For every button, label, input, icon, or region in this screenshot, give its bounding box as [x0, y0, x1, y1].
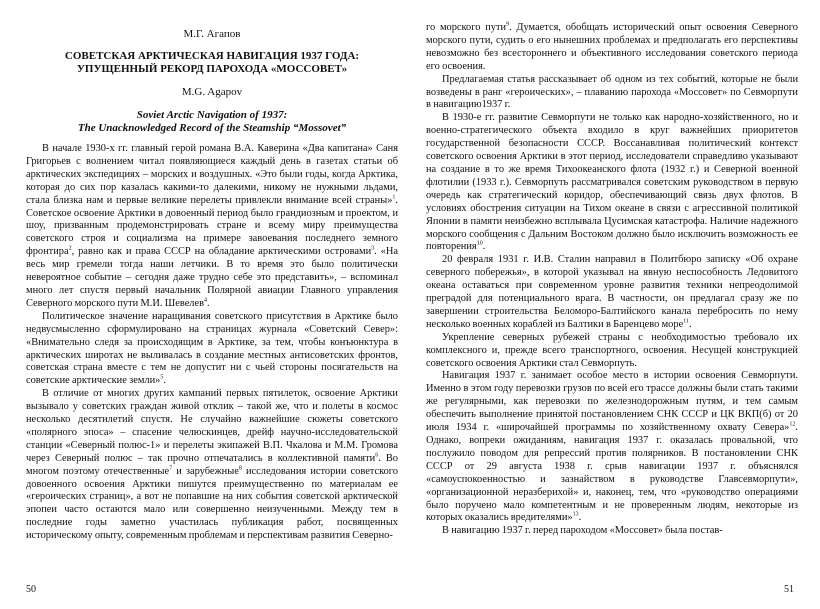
text-run: .	[578, 512, 582, 524]
footnote-ref: 2	[68, 245, 72, 252]
footnote-ref: 1	[392, 194, 396, 201]
text-run: и зарубежные	[172, 465, 239, 477]
right-page	[426, 0, 798, 538]
title-ru-line2: УПУЩЕННЫЙ РЕКОРД ПАРОХОДА «МОССОВЕТ»	[76, 63, 348, 75]
right-paragraph-3	[426, 254, 798, 331]
author-en: M.G. Agapov	[181, 86, 243, 98]
text-run: . Однако, вопреки ожиданиям, навигация 1937 г. оказалась провальной, что послужило поводом для репрессий против полярников. В постановлении СНК СССР от 29 августа 1938 г. срыв навигации 1937 г. объяснялся «самоуспокоенностью и зазнайством в руководстве Главсевморпути», «организационной неразберихой» и, наконец, тем, что «руководство операциями было поручено мало компетентным и не проверенным людям, некоторые из которых оказались вредителями»	[426, 422, 798, 524]
title-en-line1: Soviet Arctic Navigation of 1937:	[136, 109, 288, 121]
footnote-ref: 6	[375, 452, 379, 459]
footnote-ref: 8	[238, 465, 242, 472]
right-paragraph-1	[426, 74, 798, 113]
text-run: Политическое значение наращивания советского присутствия в Арктике было недвусмысленно сформулировано на страницах журнала «Советский Север»: «Внимательно следя за происходящим в Арктике, за тем, чтобы конъюнктура в арктических широтах не выливалась в создание местных антисоветских фронтов, советская страна вместе с тем не допустит ни с чьей стороны посягательств на советские арктические земли»	[26, 310, 398, 387]
footnote-ref: 10	[476, 240, 483, 247]
text-run: , равно как и права СССР на обладание арктическими островами	[71, 246, 372, 258]
text-run: В начале 1930-х гг. главный герой романа В.А. Каверина «Два капитана» Саня Григорьев с волнением читал появляющиеся каждый день в газетах статьи об арктических экспедициях – морских и воздушных. «Это были годы, когда Арктика, которая до сих пор казалась какими-то далекими, никому не нужными льдами, стала близка нам и первые великие перелеты привлекли внимание всей страны»	[26, 143, 398, 206]
title-ru-line1: СОВЕТСКАЯ АРКТИЧЕСКАЯ НАВИГАЦИЯ 1937 ГОДА:	[64, 50, 360, 62]
text-run: . Во многом поэтому отечественные	[26, 452, 398, 477]
footnote-ref: 5	[160, 374, 164, 381]
page-number-left: 50	[26, 584, 36, 595]
right-paragraph-0	[426, 22, 798, 74]
text-run: исследования истории советского довоенного освоения Арктики пишутся преимущественно по материалам ее «героических страниц», а вот не попавшие на них события советской арктической эпопеи часто остаются мало или совершенно неизученными. Между тем в последние годы заметно участилась публикация работ, посвященных историческому опыту, современным проблемам и перспективам развития Северно-	[26, 465, 399, 542]
page-number-right: 51	[784, 584, 794, 595]
text-run: Укрепление северных рубежей страны с необходимостью требовало их комплексного и, прежде всего транспортного, освоения. Несущей конструкцией советского освоения Арктики стал Севморпуть.	[426, 331, 798, 369]
left-paragraph-2	[26, 311, 398, 388]
text-run: .	[482, 241, 486, 253]
text-run: Предлагаемая статья рассказывает об одном из тех событий, которые не были возведены в ранг «героических», – плаванию парохода «Моссовет» по Севморпути в навигацию1937 г.	[426, 73, 798, 111]
text-run: . Советское освоение Арктики в довоенный период было грандиозным и проектом, и шоу, призванным продемонстрировать стране и всему миру преимущества советского строя и социализма на примере завоевания последнего земного фронтира	[26, 194, 398, 258]
left-paragraph-1	[26, 143, 398, 311]
footnote-ref: 11	[683, 318, 689, 325]
text-run: . Думается, обобщать исторический опыт освоения Северного морского пути, судить о его нынешних проблемах и предполагать его перспективы невозможно без всестороннего и объективного исследования советского периода его освоения.	[426, 22, 798, 72]
author-ru: М.Г. Агапов	[183, 28, 241, 40]
left-paragraph-3	[26, 388, 398, 543]
title-en-line2: The Unacknowledged Record of the Steamship “Mossovet”	[77, 122, 347, 134]
text-run: . «На весь мир гремели тогда наши летчики. В то время это было политически невероятное событие – сегодня даже трудно себе это представить», – вспоминал много лет спустя первый начальник Полярной авиации Главного управления Северного морского пути М.И. Шевелев	[26, 246, 398, 309]
text-run: 20 февраля 1931 г. И.В. Сталин направил в Политбюро записку «Об охране северного побережья», в которой указывал на явную неспособность Ледовитого океана оставаться при современном уровне развития техники непреодолимой преградой для потенциального врага. В частности, он предлагал сразу же по завершении строительства Беломоро-Балтийского канала перебросить по нему несколько военных кораблей из Балтики в Баренцево море	[426, 254, 798, 330]
footnote-ref: 3	[371, 245, 375, 252]
text-run: В 1930-е гг. развитие Севморпути не только как народно-хозяйственного, но и военно-стратегического объекта входило в круг важнейших приоритетов государственной безопасности СССР. Воссанавливая политический контекст советского освоения Арктики в этот период, исследователи справедливо указывают на создание в то же время Тихоокеанского флота (1932 г.) и Северной военной флотилии (1933 г.). Севморпуть рассматривался советским руководством в первую очередь как стратегический коридор, обеспечивающий связь двух флотов. В условиях обострения ситуации на Тихом океане в связи с агрессивной политикой Японии в памяти неизбежно всплывала Цусимская катастрофа. Наличие надежного морского сообщения с Дальним Востоком должно было исключить возможность ее повторения	[426, 112, 798, 253]
footnote-ref: 13	[572, 511, 579, 518]
text-run: .	[163, 375, 166, 387]
right-paragraph-6	[426, 525, 798, 538]
text-run: Навигация 1937 г. занимает особое место в истории освоения Севморпути. Именно в этом году перевозки грузов по всей его трассе должны были стать такими же регулярными, как перевозки по железнодорожным путям, и тем самым обеспечить выполнение принятой постановлением СНК СССР и ЦК ВКП(б) от 20 июля 1934 г. «широчайшей программы по хозяйственному охвату Севера»	[426, 370, 798, 434]
text-run: го морского пути	[426, 22, 507, 33]
footnote-ref: 7	[169, 465, 173, 472]
left-page	[26, 0, 398, 543]
right-paragraph-5	[426, 370, 798, 525]
footnote-ref: 12	[789, 421, 796, 428]
right-paragraph-4	[426, 332, 798, 371]
text-run: В отличие от многих других кампаний первых пятилеток, освоение Арктики вызывало у советских граждан живой отклик – такой же, что и полеты в космос несколько десятилетий спустя. Не случайно важнейшие сюжеты советского «полярного эпоса» – спасение челюскинцев, дрейф научно-исследовательской станции «Северный полюс-1» и перелеты экипажей В.П. Чкалова и М.М. Громова через Северный полюс – так прочно отпечатались в коллективной памяти	[26, 388, 398, 464]
footnote-ref: 9	[506, 21, 510, 28]
text-run: В навигацию 1937 г. перед пароходом «Моссовет» была постав-	[442, 525, 723, 537]
text-run: .	[207, 297, 210, 309]
footnote-ref: 4	[204, 297, 208, 304]
right-paragraph-2	[426, 112, 798, 254]
text-run: .	[688, 318, 692, 330]
